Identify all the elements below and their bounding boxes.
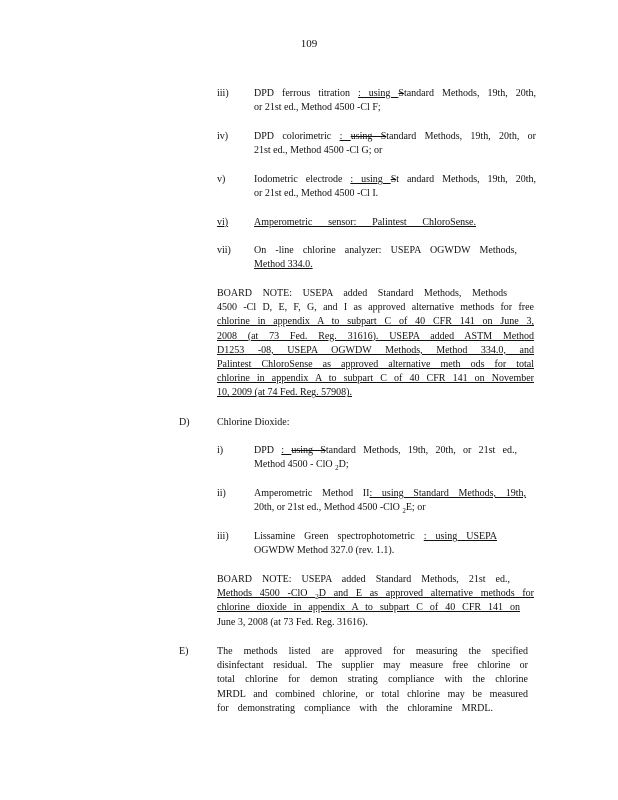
list-item: [254, 87, 536, 115]
list-item: Iodometric electrode : using St andard Methods, 19th, 20th, or 21st ed., Method 4500 -Cl I.: [254, 174, 537, 200]
board-note: BOARD NOTE: USEPA added Standard Methods, 21st ed., Methods 4500 -ClO $_2$D and E as approved alternative methods for chlorine dioxide in appendix A to subpart C of 40 CFR 141 on June 3, 2008 (at 73 Fed. Reg. 31616).: [217, 574, 534, 628]
item-label: ii): [217, 488, 226, 499]
item-line: DPD ferrous titration : using Standard Methods, 19th, 20th,: [254, 88, 536, 99]
item-label: vii): [217, 245, 231, 256]
list-item: DPD colorimetric : using Standard Methods, 19th, 20th, or 21st ed., Method 4500 -Cl G; or: [254, 131, 537, 157]
page-number: 109: [300, 38, 318, 50]
item-label: i): [217, 445, 224, 456]
section-label: D): [179, 417, 190, 428]
section-paragraph: The methods listed are approved for measuring the specified disinfectant residual. The supplier may measure free chlorine or total chlorine for demon strating compliance with the chlorine MRDL and combined chlorine, or total chlorine may be measured for demonstrating compliance with the chloramine MRDL.: [217, 646, 528, 714]
list-item: On -line chlorine analyzer: USEPA OGWDW Methods, Method 334.0.: [254, 245, 517, 271]
item-label: v): [217, 174, 226, 185]
list-item: DPD : using Standard Methods, 19th, 20th, or 21st ed., Method 4500 - ClO $_2$D;: [254, 445, 517, 473]
item-label: iv): [217, 131, 229, 142]
item-label: iii): [217, 531, 229, 542]
item-label: vi): [217, 217, 229, 228]
list-item: Amperometric Method II: using Standard Methods, 19th, 20th, or 21st ed., Method 4500 -ClO $_2$E; or: [254, 488, 526, 516]
section-label: E): [179, 646, 189, 657]
section-title: Chlorine Dioxide:: [217, 417, 290, 428]
list-item: Lissamine Green spectrophotometric : using USEPA OGWDW Method 327.0 (rev. 1.1).: [254, 531, 497, 557]
board-note: BOARD NOTE: USEPA added Standard Methods, Methods 4500 -Cl D, E, F, G, and I as approved alternative methods for free chlorine in appendix A to subpart C of 40 CFR 141 on June 3, 2008 (at 73 Fed. Reg. 31616). USEPA added ASTM Method D1253 -08, USEPA OGWDW Methods, Method 334.0, and Palintest ChloroSense as approved alternative meth ods for total chlorine in appendix A to subpart C of 40 CFR 141 on November 10, 2009 (at 74 Fed. Reg. 57908).: [217, 288, 534, 399]
item-line: or 21st ed., Method 4500 -Cl F;: [254, 102, 381, 114]
list-item: Amperometric sensor: Palintest ChloroSense.: [254, 217, 476, 228]
item-label: iii): [217, 88, 229, 99]
